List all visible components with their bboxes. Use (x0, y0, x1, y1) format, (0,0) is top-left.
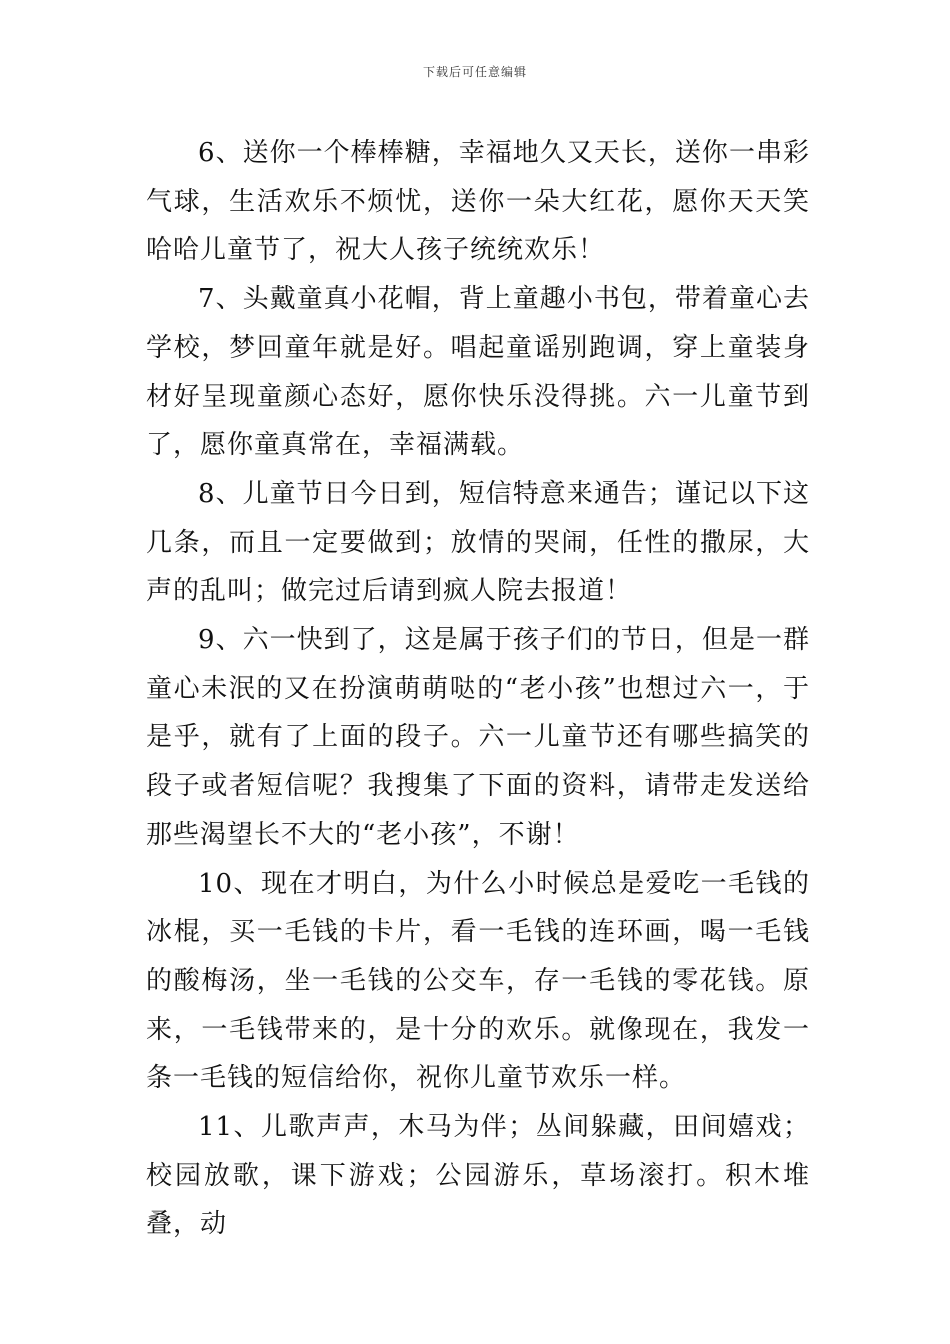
paragraph-6: 6、送你一个棒棒糖，幸福地久又天长，送你一串彩气球，生活欢乐不烦忧，送你一朵大红花，愿你天天笑哈哈儿童节了，祝大人孩子统统欢乐！ (146, 138, 810, 266)
paragraph-11: 11、儿歌声声，木马为伴；丛间躲藏，田间嬉戏；校园放歌，课下游戏；公园游乐，草场滚打。积木堆叠，动 (146, 1112, 810, 1240)
paragraph-7: 7、头戴童真小花帽，背上童趣小书包，带着童心去学校，梦回童年就是好。唱起童谣别跑调，穿上童装身材好呈现童颜心态好，愿你快乐没得挑。六一儿童节到了，愿你童真常在，幸福满载。 (146, 284, 810, 461)
page-header: 下载后可任意编辑 (422, 65, 527, 79)
paragraph-9: 9、六一快到了，这是属于孩子们的节日，但是一群童心未泯的又在扮演萌萌哒的“老小孩”也想过六一，于是乎，就有了上面的段子。六一儿童节还有哪些搞笑的段子或者短信呢？我搜集了下面的资料，请带走发送给那些渴望长不大的“老小孩”，不谢！ (146, 625, 810, 850)
document-body (146, 129, 810, 1249)
paragraph-8: 8、儿童节日今日到，短信特意来通告；谨记以下这几条，而且一定要做到；放情的哭闹，任性的撒尿，大声的乱叫；做完过后请到疯人院去报道！ (146, 478, 810, 607)
paragraph-10: 10、现在才明白，为什么小时候总是爱吃一毛钱的冰棍，买一毛钱的卡片，看一毛钱的连环画，喝一毛钱的酸梅汤，坐一毛钱的公交车，存一毛钱的零花钱。原来，一毛钱带来的，是十分的欢乐。就像现在，我发一条一毛钱的短信给你，祝你儿童节欢乐一样。 (146, 868, 810, 1094)
